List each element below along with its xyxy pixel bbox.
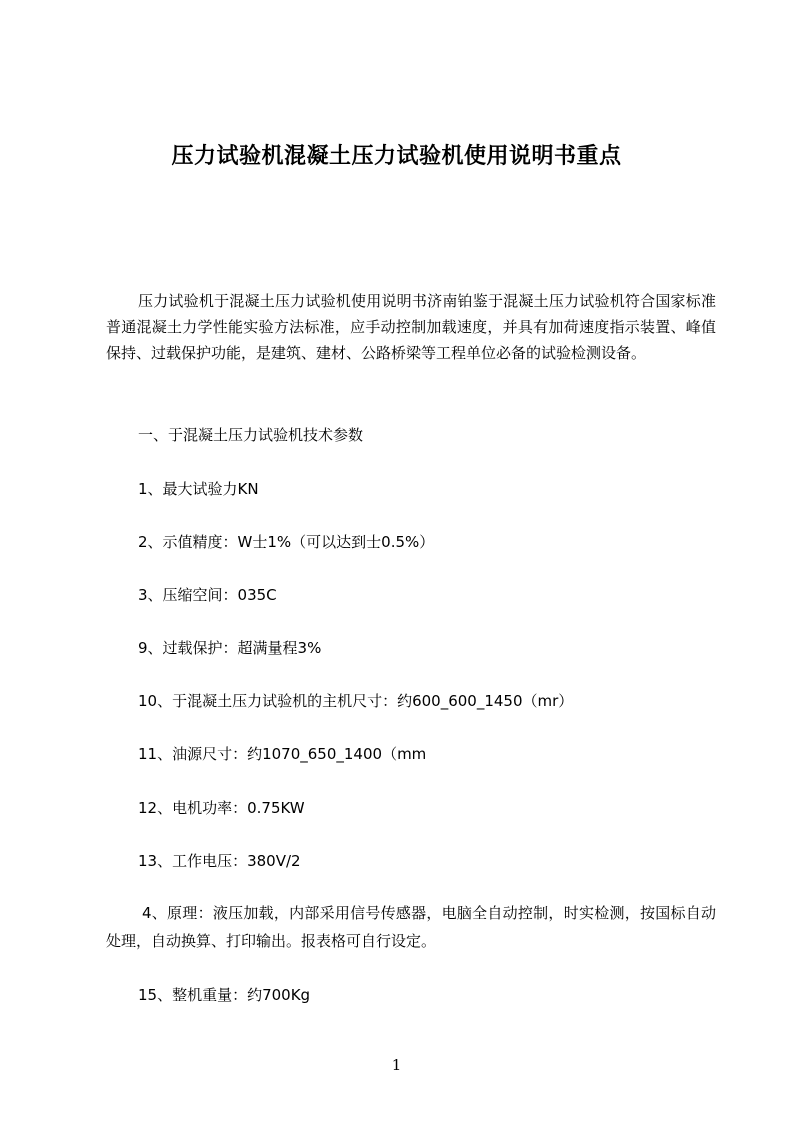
- spec-item-weight: 15、整机重量：约700Kg: [138, 986, 311, 1004]
- document-title: 压力试验机混凝土压力试验机使用说明书重点: [171, 144, 622, 169]
- spec-item-motor-power: 12、电机功率：0.75KW: [138, 799, 305, 817]
- intro-paragraph: 压力试验机于混凝土压力试验机使用说明书济南铂鉴于混凝土压力试验机符合国家标准普通混凝土力学性能实验方法标准，应手动控制加载速度，并具有加荷速度指示装置、峰值保持、过载保护功能，是建筑、建材、公路桥梁等工程单位必备的试验检测设备。: [106, 292, 716, 362]
- spec-item-compression-space: 3、压缩空间：035C: [138, 586, 277, 604]
- spec-item-overload-protection: 9、过载保护：超满量程3%: [138, 639, 322, 657]
- spec-item-accuracy: 2、示值精度：W士1%（可以达到士0.5%）: [138, 533, 435, 551]
- spec-item-max-force: 1、最大试验力KN: [138, 480, 259, 498]
- principle-paragraph: 4、原理：液压加载，内部采用信号传感器，电脑全自动控制，时实检测，按国标自动处理，自动换算、打印输出。报表格可自行设定。: [106, 904, 716, 950]
- section-heading: 一、于混凝土压力试验机技术参数: [138, 426, 364, 444]
- spec-item-main-unit-size: 10、于混凝土压力试验机的主机尺寸：约600_600_1450（mr）: [138, 692, 574, 710]
- spec-item-working-voltage: 13、工作电压：380V/2: [138, 852, 301, 870]
- page-number: 1: [391, 1056, 402, 1074]
- spec-item-oil-source-size: 11、油源尺寸：约1070_650_1400（mm: [138, 745, 427, 763]
